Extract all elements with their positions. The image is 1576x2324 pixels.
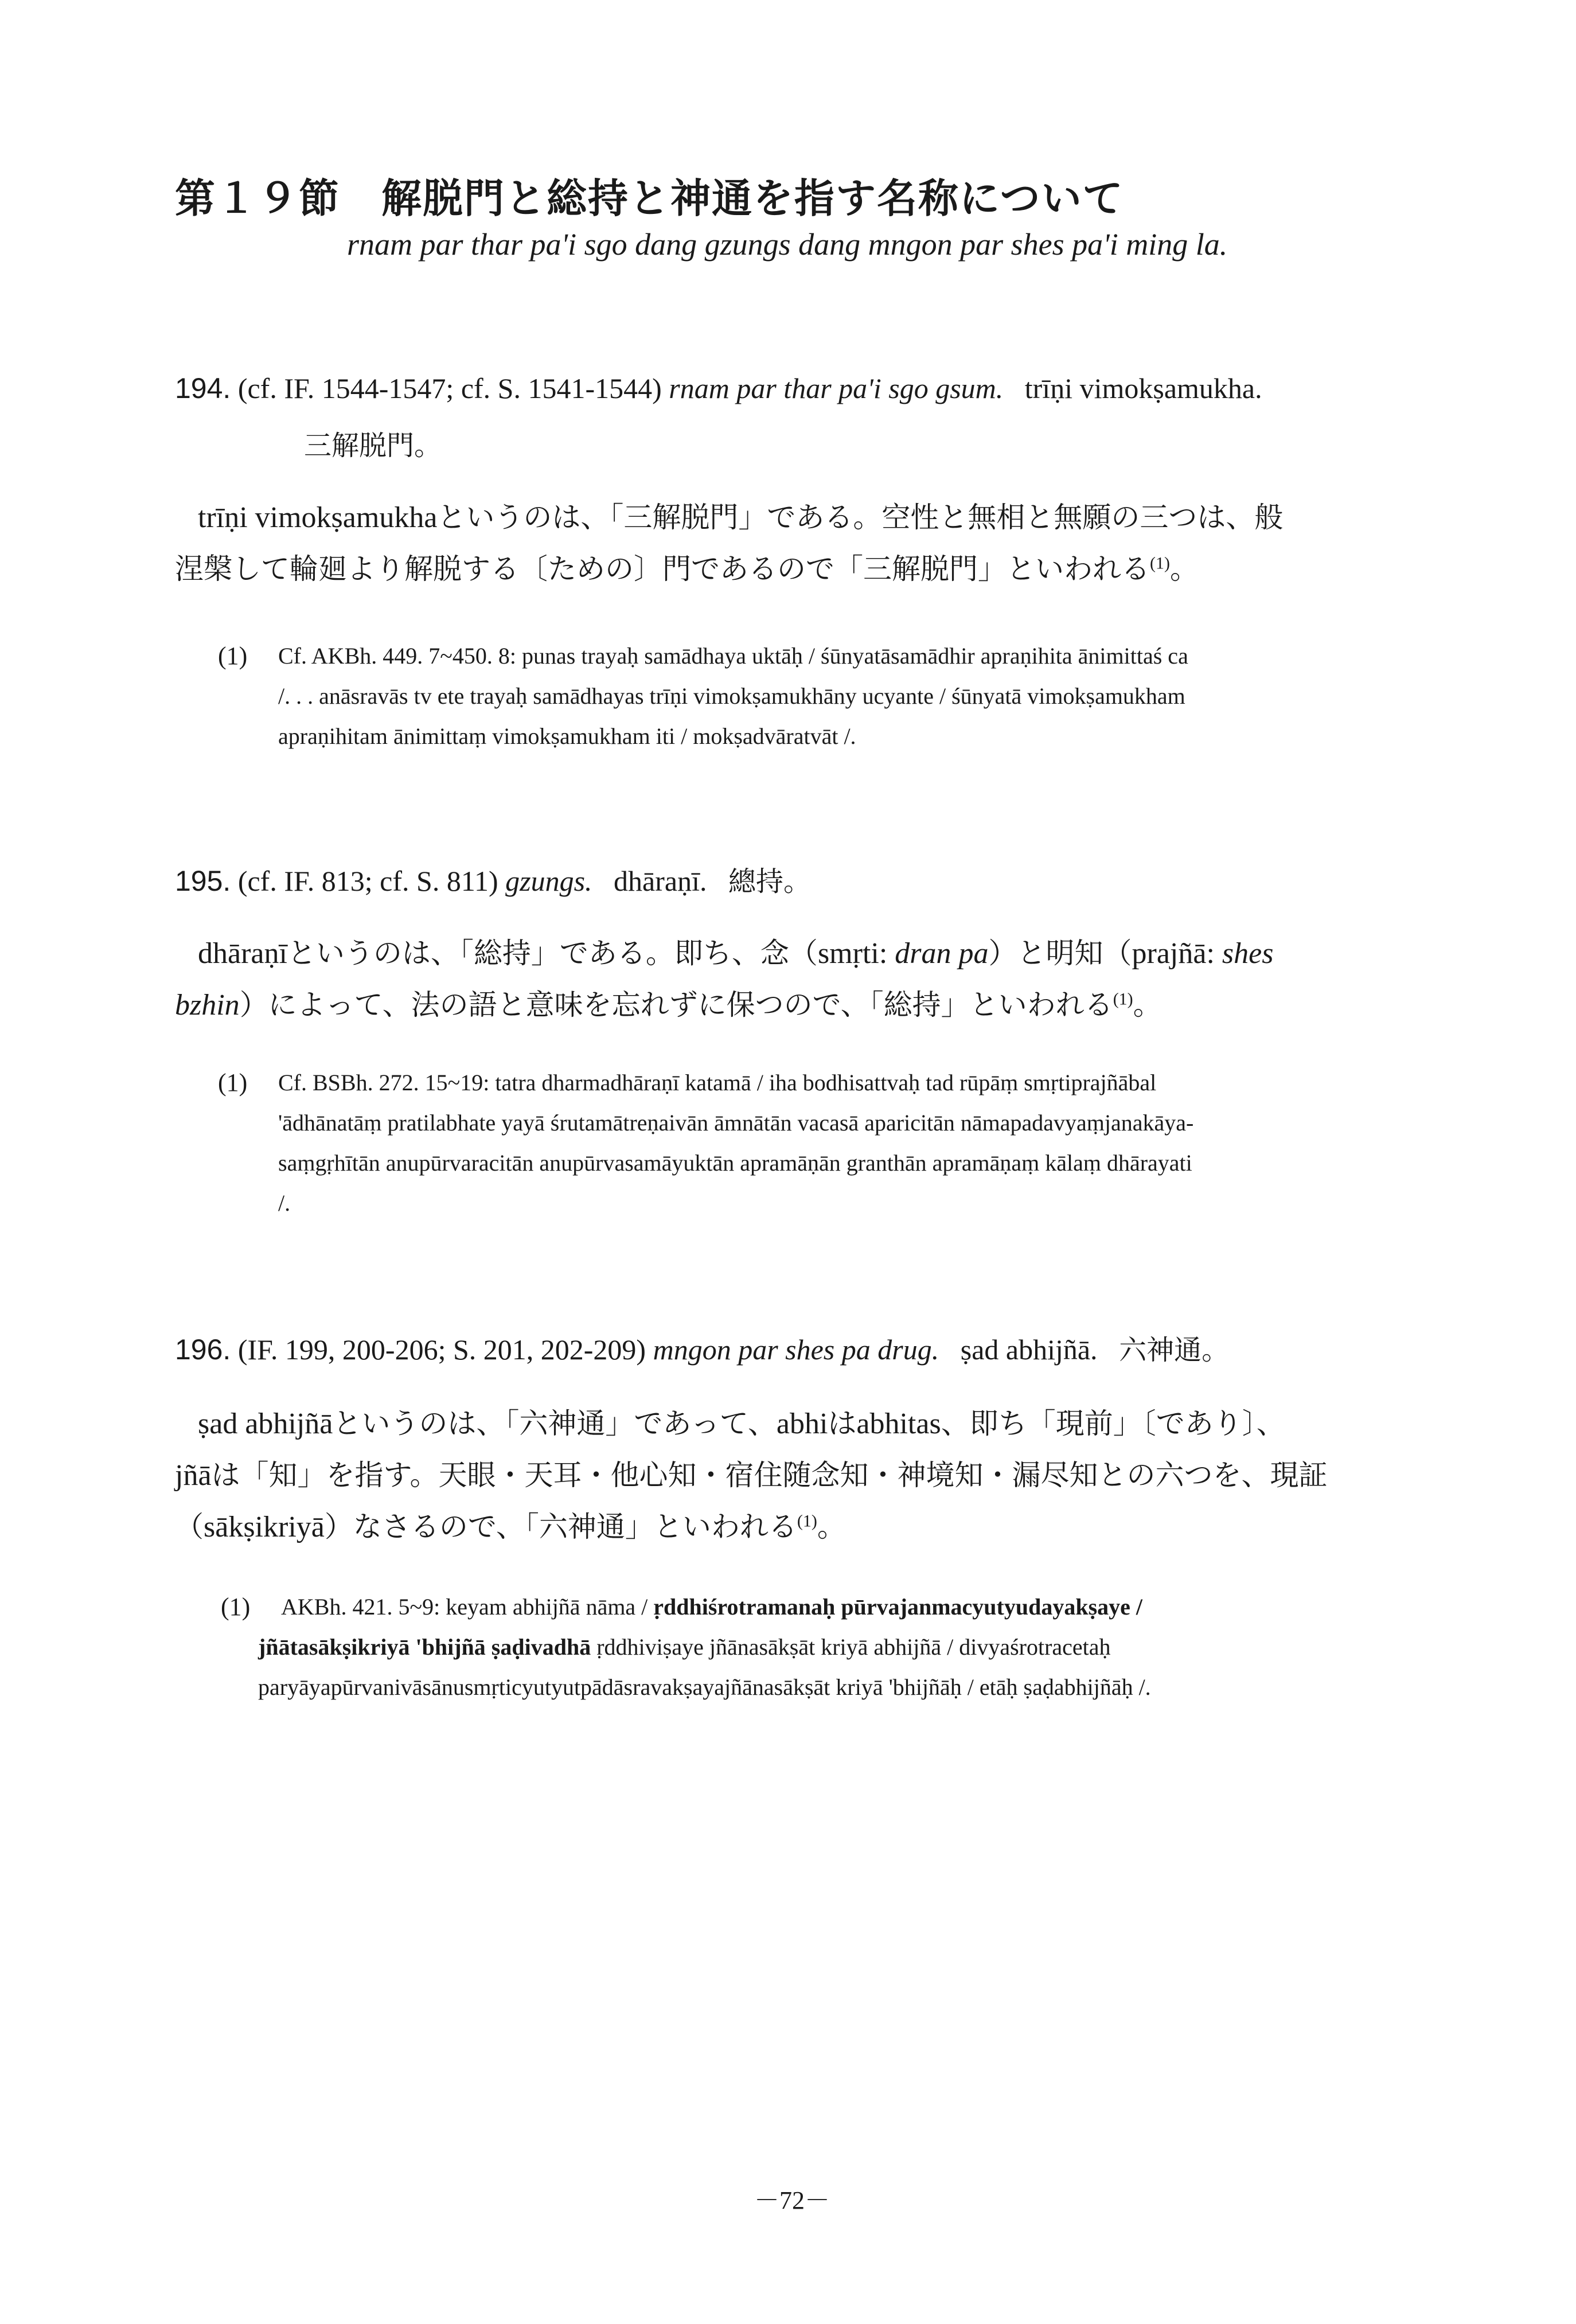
footnote-line: saṃgṛhītān anupūrvaracitān anupūrvasamāyuktān apramāṇān granthān apramāṇaṃ kālaṃ dhārayati: [278, 1150, 1192, 1176]
body-text: 涅槃して輪廻より解脱する〔ための〕門であるので「三解脱門」といわれる: [175, 552, 1150, 586]
entry-196-body-line-2: [175, 1452, 1328, 1494]
body-text-end: 。: [817, 1510, 846, 1543]
footnote-line: Cf. BSBh. 272. 15~19: tatra dharmadhāraṇī katamā / iha bodhisattvaḥ tad rūpāṃ smṛtiprajñābal: [278, 1070, 1157, 1095]
entry-194-body-line-1: [198, 494, 1283, 536]
body-text-end: 。: [1133, 988, 1162, 1021]
footnote-ref: (1): [1150, 553, 1170, 573]
body-text: というのは、「総持」である。即ち、念（: [287, 937, 818, 970]
body-text: は: [828, 1407, 857, 1440]
body-text: は「知」を指す。天眼・天耳・他心知・宿住随念知・神境知・漏尽知との六つを、現証: [211, 1459, 1328, 1492]
footnote-line: [281, 1593, 1142, 1620]
footnote-ref: (1): [797, 1511, 817, 1531]
footnote-line: /.: [278, 1190, 291, 1216]
sanskrit-term: abhi: [776, 1407, 828, 1440]
page-number: －72－: [754, 2186, 830, 2214]
entry-194-body-line-2: [175, 546, 1199, 587]
entry-196-body-line-1: [198, 1401, 1285, 1442]
footnote-line: 'ādhānatāṃ pratilabhate yayā śrutamātreṇaivān āmnātān vacasā aparicitān nāmapadavyaṃjanakāya-: [278, 1110, 1194, 1136]
footnote-line: apraṇihitam ānimittaṃ vimokṣamukham iti / mokṣadvāratvāt /.: [278, 723, 856, 749]
footnote-line: /. . . anāsravās tv ete trayaḥ samādhayas trīṇi vimokṣamukhāny ucyante / śūnyatā vimokṣamukham: [278, 683, 1185, 709]
entry-reference: (cf. IF. 1544-1547; cf. S. 1541-1544): [237, 372, 662, 404]
entry-tibetan: gzungs.: [505, 865, 592, 897]
footnote-bold-text: ṛddhiśrotramanaḥ pūrvajanmacyutyudayakṣaye /: [653, 1594, 1143, 1620]
footnote-mark: (1): [221, 1593, 251, 1621]
entry-195-body-line-1: [198, 930, 1273, 972]
sanskrit-term: dhāraṇī: [198, 937, 287, 970]
footnote-ref: (1): [1113, 989, 1133, 1009]
footnote-line: Cf. AKBh. 449. 7~450. 8: punas trayaḥ samādhaya uktāḥ / śūnyatāsamādhir apraṇihita ānimittaś ca: [278, 643, 1188, 669]
sanskrit-term: trīṇi vimokṣamukha: [198, 501, 438, 534]
entry-196-head: [175, 1328, 1229, 1367]
body-text: （: [175, 1510, 204, 1543]
footnote-line: paryāyapūrvanivāsānusmṛticyutyutpādāsravakṣayajñānasākṣāt kriyā 'bhijñāḥ / etāḥ ṣaḍabhijñāḥ /.: [258, 1674, 1151, 1700]
body-text: というのは、「六神通」であって、: [333, 1407, 777, 1440]
entry-194-jp-term: 三解脱門。: [304, 430, 442, 462]
entry-sanskrit: ṣad abhijñā.: [960, 1333, 1098, 1366]
entry-reference: (cf. IF. 813; cf. S. 811): [237, 865, 498, 897]
sanskrit-term: sākṣikriyā: [204, 1511, 325, 1543]
entry-tibetan: mngon par shes pa drug.: [653, 1333, 939, 1366]
entry-sanskrit: dhāraṇī.: [614, 865, 707, 897]
entry-195-head: [175, 859, 811, 899]
sanskrit-term: abhitas: [856, 1407, 941, 1440]
entry-195-body-line-2: [175, 982, 1162, 1023]
footnote-mark: (1): [218, 642, 248, 670]
entry-jp-term: 總持。: [728, 865, 811, 898]
entry-number: 194.: [175, 372, 231, 404]
tibetan-term: dran pa: [895, 937, 989, 970]
entry-194-head: [175, 372, 1262, 405]
footnote-bold-text: jñātasākṣikriyā 'bhijñā ṣaḍivadhā: [258, 1634, 591, 1660]
tibetan-term: bzhin: [175, 989, 240, 1021]
body-text-end: 。: [1169, 552, 1199, 586]
footnote-text: ṛddhiviṣaye jñānasākṣāt kriyā abhijñā / divyaśrotracetaḥ: [591, 1634, 1111, 1660]
body-text: というのは、「三解脱門」である。空性と無相と無願の三つは、般: [437, 501, 1284, 534]
entry-tibetan: rnam par thar pa'i sgo gsum.: [669, 372, 1004, 404]
section-title-tibetan: rnam par thar pa'i sgo dang gzungs dang mngon par shes pa'i ming la.: [347, 227, 1228, 262]
body-text: 、即ち「現前」〔であり〕、: [941, 1407, 1285, 1440]
footnote-mark: (1): [218, 1069, 248, 1097]
entry-jp-term: 六神通。: [1119, 1334, 1230, 1366]
body-text: ）と明知（: [988, 937, 1132, 970]
entry-196-body-line-3: [175, 1504, 846, 1545]
sanskrit-term: jñā: [175, 1459, 212, 1492]
section-title-jp: 第１９節 解脱門と総持と神通を指す名称について: [175, 174, 1124, 222]
footnote-line: [258, 1633, 1111, 1660]
entry-reference: (IF. 199, 200-206; S. 201, 202-209): [237, 1333, 646, 1366]
entry-number: 196.: [175, 1333, 231, 1366]
entry-number: 195.: [175, 865, 231, 897]
body-text: ）なさるので、「六神通」といわれる: [324, 1510, 797, 1543]
sanskrit-term: smṛti:: [817, 937, 895, 970]
footnote-text: AKBh. 421. 5~9: keyam abhijñā nāma /: [281, 1594, 654, 1620]
body-text: ）によって、法の語と意味を忘れずに保つので、「総持」といわれる: [239, 988, 1113, 1021]
sanskrit-term: ṣad abhijñā: [198, 1407, 333, 1440]
sanskrit-term: prajñā:: [1132, 937, 1222, 970]
tibetan-term: shes: [1222, 937, 1274, 970]
entry-sanskrit: trīṇi vimokṣamukha.: [1024, 372, 1262, 404]
